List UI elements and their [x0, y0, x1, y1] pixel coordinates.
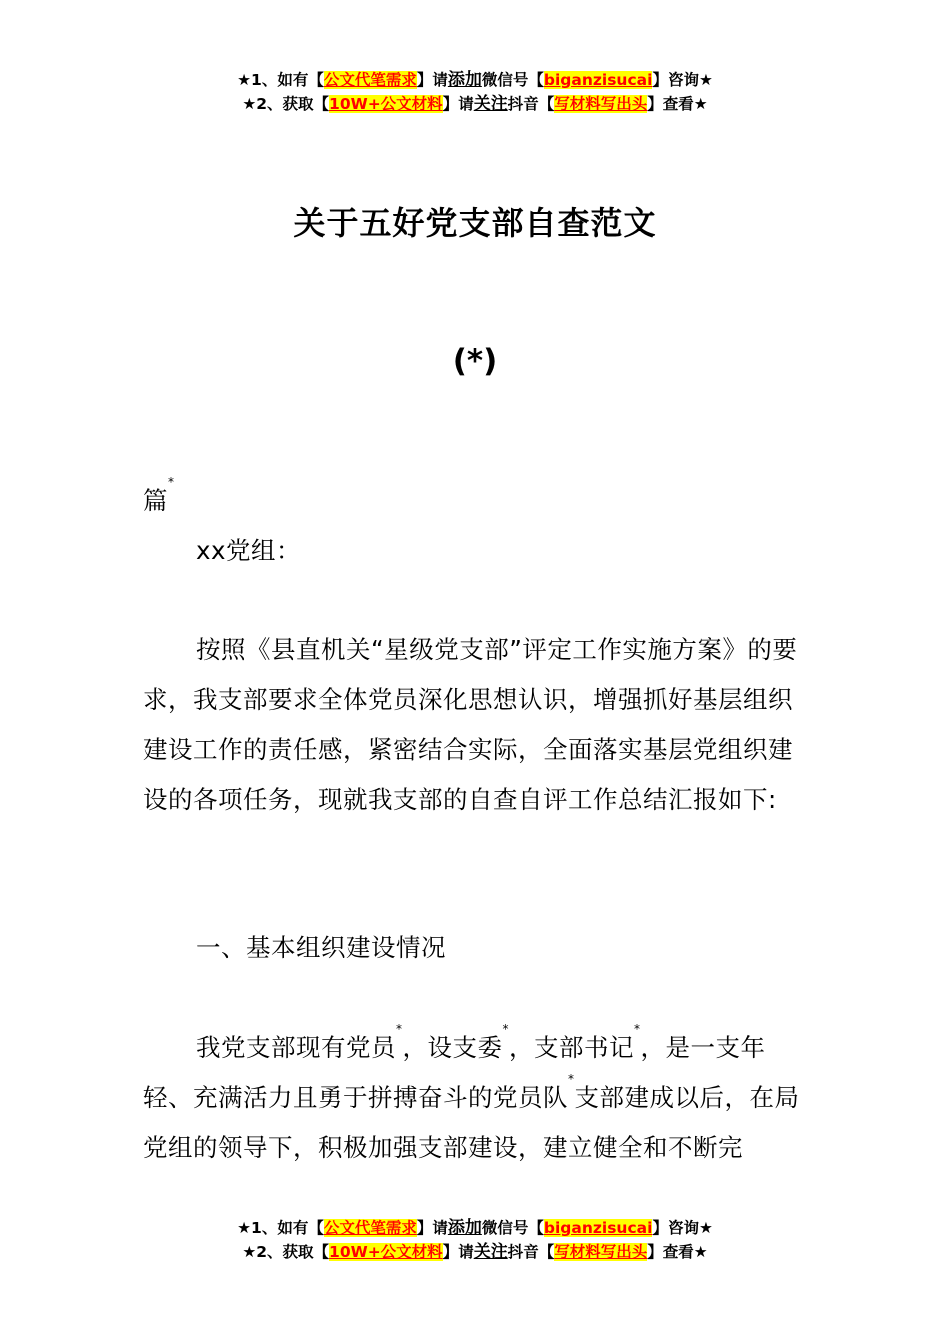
section-heading: 一、基本组织建设情况	[196, 933, 446, 962]
body-paragraph: 按照《县直机关“星级党支部”评定工作实施方案》的要求，我支部要求全体党员深化思想认识，增强抓好基层组织建设工作的责任感，紧密结合实际，全面落实基层党组织建设的各项任务，现就我支部的自查自评工作总结汇报如下:	[143, 635, 798, 814]
underlined-text: 关注	[473, 1242, 508, 1262]
highlight-service: 公文代笔需求	[323, 1219, 417, 1237]
highlight-service: 公文代笔需求	[323, 71, 417, 89]
banner-text: ★1、如有【	[237, 1219, 324, 1237]
highlight-wechat-id: biganzisucai	[543, 1219, 653, 1237]
piece-label	[143, 476, 809, 526]
banner-text: 抖音【	[507, 95, 555, 113]
banner-text: ★2、获取【	[242, 1243, 330, 1261]
underlined-text: 关注	[473, 94, 508, 114]
star-mark: *	[568, 1072, 575, 1086]
star-mark: *	[396, 1022, 403, 1036]
salutation: xx党组：	[196, 536, 301, 565]
banner-text: 】查看★	[647, 95, 708, 113]
banner-line-2	[0, 1240, 950, 1264]
piece-label-text: 篇	[143, 486, 168, 515]
banner-text: 】咨询★	[652, 1219, 713, 1237]
banner-text: 】请	[442, 1243, 474, 1261]
banner-text: ★2、获取【	[242, 95, 330, 113]
highlight-materials: 10W+公文材料	[329, 95, 443, 113]
banner-line-1	[0, 1216, 950, 1240]
banner-text: 】咨询★	[652, 71, 713, 89]
underlined-text: 添加	[447, 70, 482, 90]
paragraph-text: 我党支部现有党员	[196, 1033, 396, 1062]
paragraph-text: ，是一支年轻、充满活力且勇于拼搏奋斗的党员队	[143, 1033, 766, 1112]
star-mark: *	[168, 475, 175, 489]
banner-text: 抖音【	[507, 1243, 555, 1261]
banner-text: 微信号【	[481, 1219, 544, 1237]
header-banner	[0, 68, 950, 116]
banner-text: 】请	[442, 95, 474, 113]
document-title: 关于五好党支部自查范文	[293, 204, 657, 242]
banner-text: 】查看★	[647, 1243, 708, 1261]
section-paragraph	[143, 1023, 809, 1173]
star-mark: *	[634, 1022, 641, 1036]
banner-text: 微信号【	[481, 71, 544, 89]
footer-banner	[0, 1216, 950, 1264]
document-subtitle: (*)	[452, 343, 498, 379]
banner-line-2	[0, 92, 950, 116]
highlight-douyin-account: 写材料写出头	[554, 95, 648, 113]
highlight-douyin-account: 写材料写出头	[554, 1243, 648, 1261]
underlined-text: 添加	[447, 1218, 482, 1238]
paragraph-text: 支部建成以后，在局党组的领导下，积极加强支部建设，建立健全和不断完	[143, 1083, 800, 1162]
banner-text: 】请	[416, 1219, 448, 1237]
banner-line-1	[0, 68, 950, 92]
star-mark: *	[502, 1022, 509, 1036]
banner-text: ★1、如有【	[237, 71, 324, 89]
highlight-materials: 10W+公文材料	[329, 1243, 443, 1261]
paragraph-text: ，设支委	[402, 1033, 503, 1062]
highlight-wechat-id: biganzisucai	[543, 71, 653, 89]
paragraph-text: ，支部书记	[509, 1033, 634, 1062]
banner-text: 】请	[416, 71, 448, 89]
